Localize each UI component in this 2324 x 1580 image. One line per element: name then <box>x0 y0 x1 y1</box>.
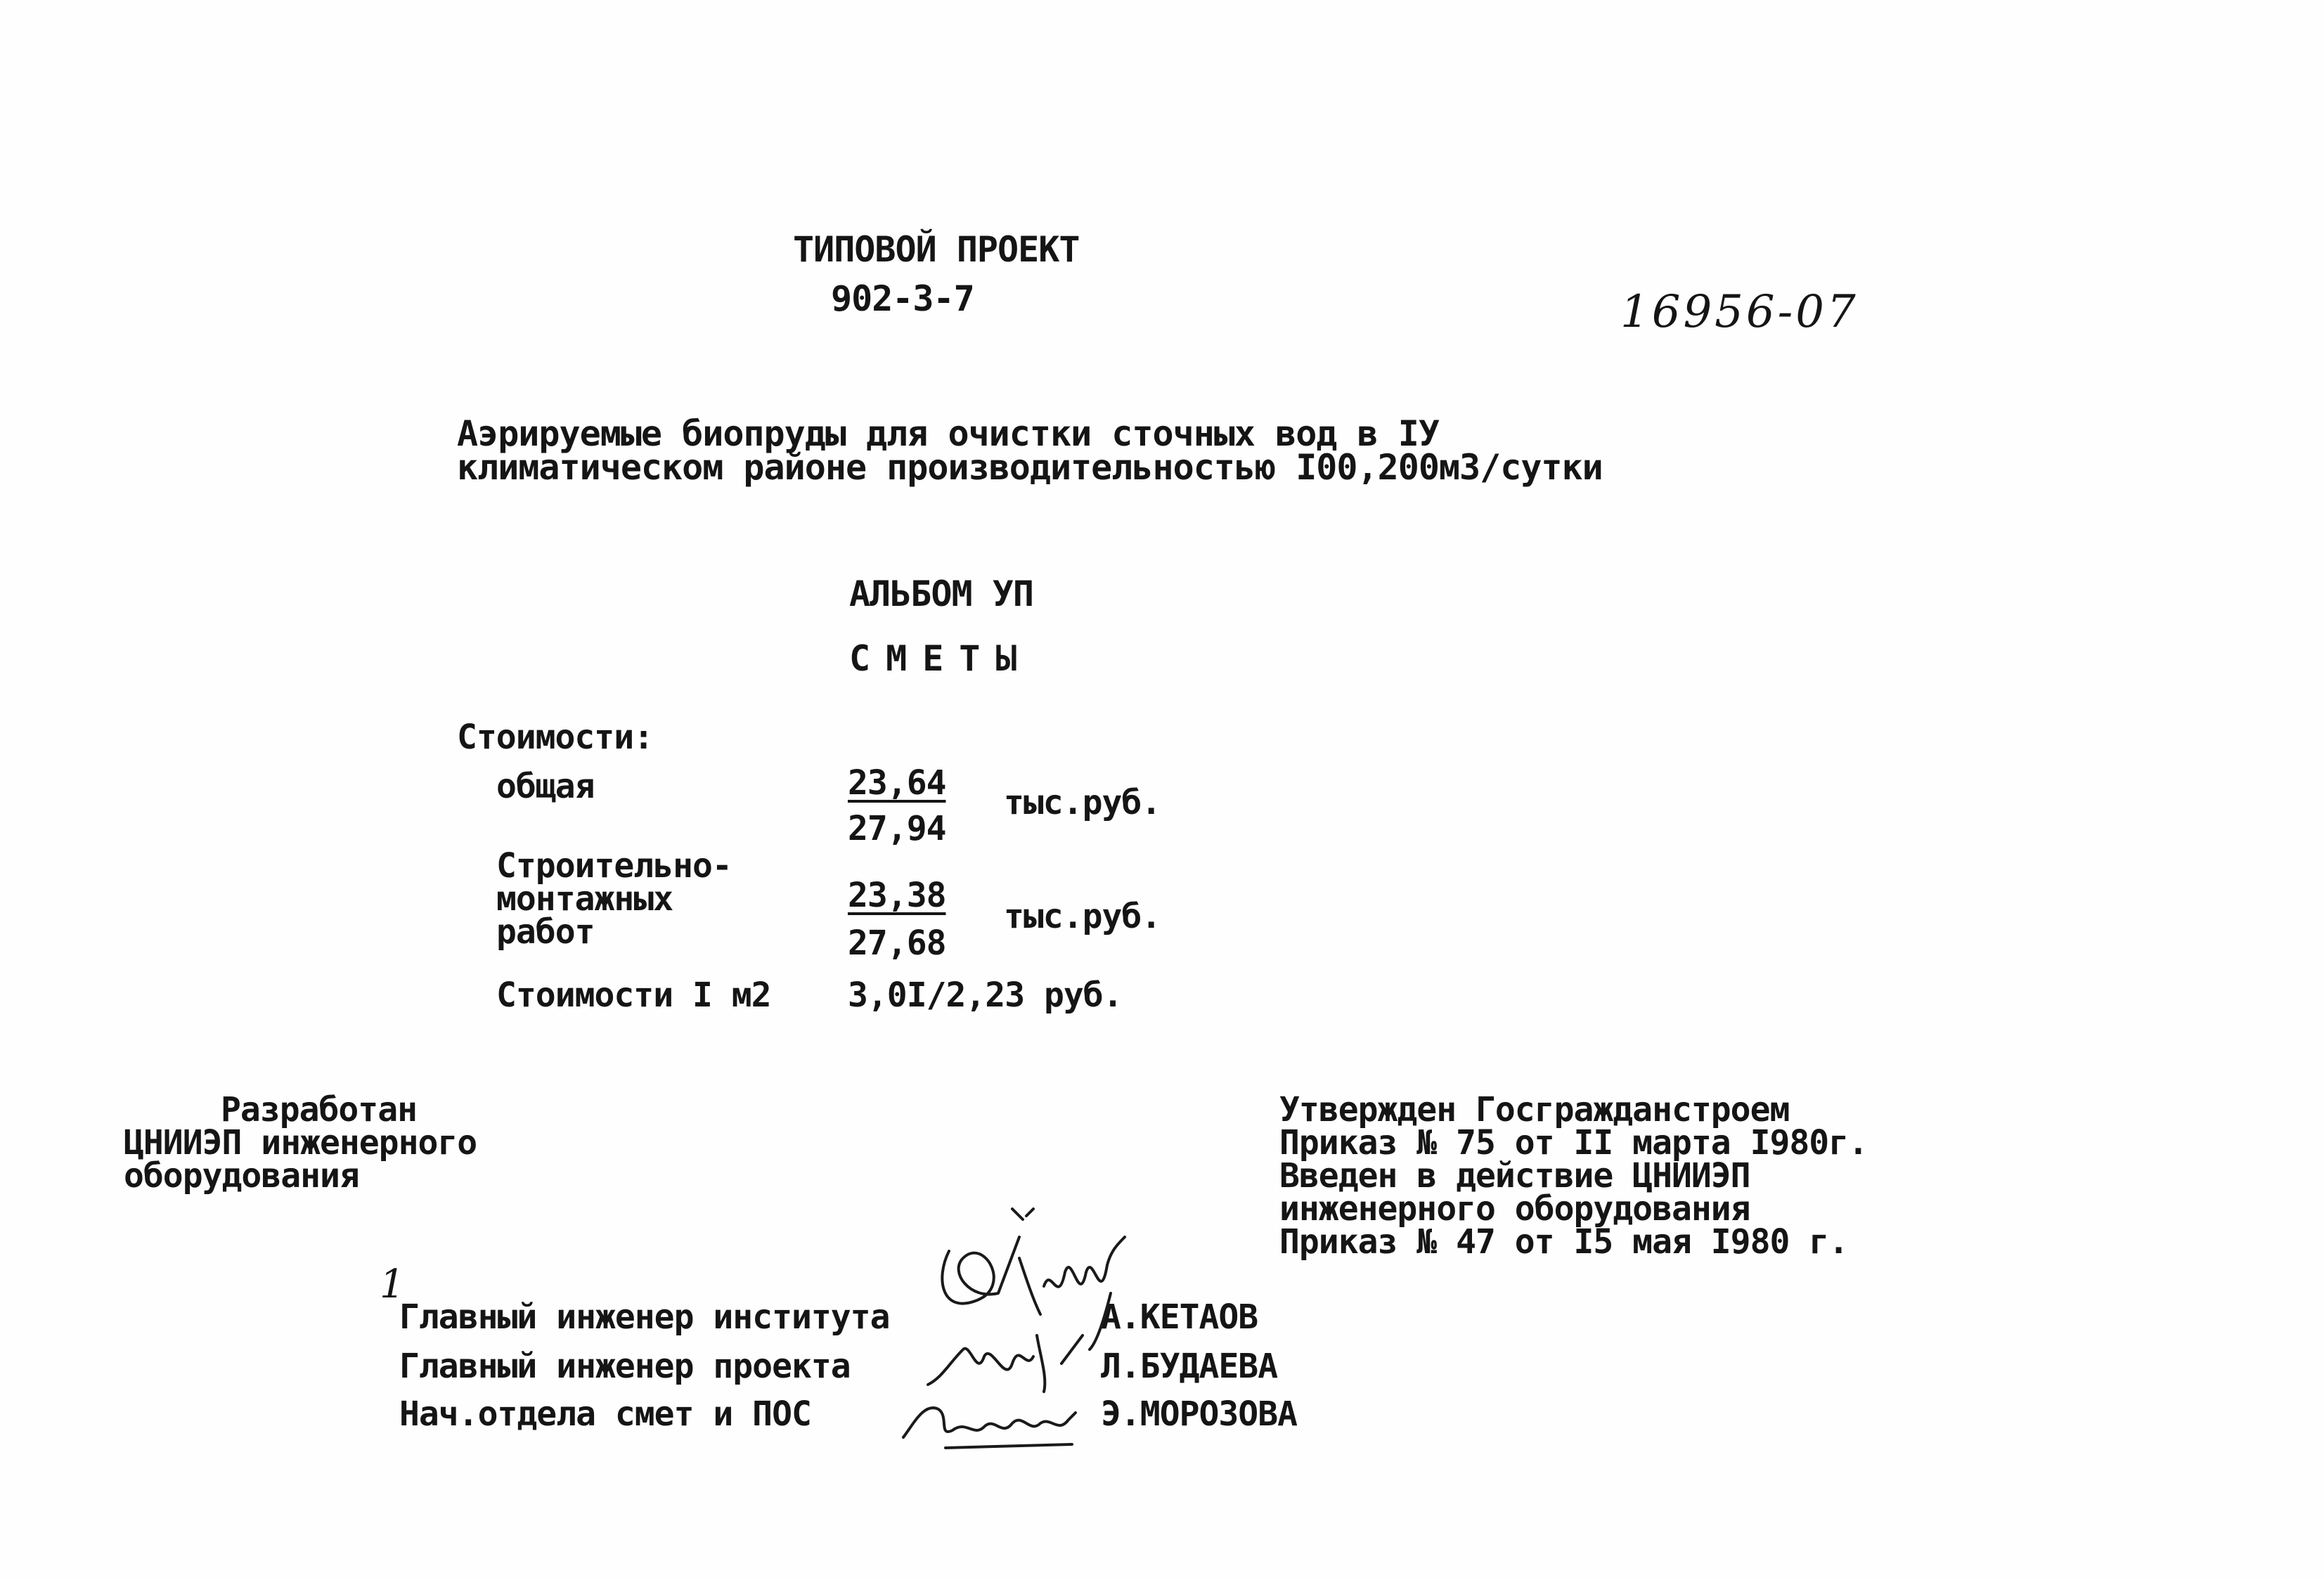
construction-cost-label-3: работ <box>496 912 595 952</box>
total-cost-value-bottom: 27,94 <box>848 809 946 848</box>
title-line-1: Аэрируемые биопруды для очистки сточных вод в IУ <box>457 413 1439 454</box>
total-cost-label: общая <box>496 767 595 806</box>
approval-line-3: Введен в действие ЦНИИЭП <box>1279 1156 1750 1196</box>
per-m2-cost-label: Стоимости I м2 <box>496 976 771 1015</box>
signatory-1-name: А.КЕТАОВ <box>1101 1297 1258 1337</box>
costs-heading: Стоимости: <box>457 718 653 757</box>
signatory-3-name: Э.МОРОЗОВА <box>1101 1394 1297 1434</box>
album-label: АЛЬБОМ УП <box>849 574 1033 614</box>
approval-line-5: Приказ № 47 от I5 мая I980 г. <box>1279 1222 1849 1262</box>
approval-line-4: инженерного оборудования <box>1279 1189 1750 1229</box>
approval-line-1: Утвержден Госгражданстроем <box>1279 1090 1790 1129</box>
construction-cost-value-top: 23,38 <box>848 876 946 915</box>
total-cost-value-top: 23,64 <box>848 763 946 803</box>
signatory-2-name: Л.БУДАЕВА <box>1101 1347 1278 1386</box>
developer-line-1: Разработан <box>221 1090 417 1129</box>
construction-cost-label-1: Строительно- <box>496 846 732 886</box>
title-line-2: климатическом районе производительностью I00,200м3/сутки <box>457 447 1603 488</box>
project-number: 902-3-7 <box>831 278 974 319</box>
developer-line-2: ЦНИИЭП инженерного <box>124 1123 477 1163</box>
developer-line-3: оборудования <box>124 1156 359 1196</box>
inventory-number: 16956-07 <box>1620 286 1859 338</box>
construction-cost-value-bottom: 27,68 <box>848 924 946 963</box>
margin-mark: 1 <box>380 1262 408 1307</box>
approval-line-2: Приказ № 75 от II марта I980г. <box>1279 1123 1868 1163</box>
project-type: ТИПОВОЙ ПРОЕКТ <box>793 229 1080 270</box>
signature-3-graphic <box>896 1381 1086 1458</box>
per-m2-cost-value: 3,0I/2,23 руб. <box>848 976 1123 1015</box>
signatory-3-position: Нач.отдела смет и ПОС <box>399 1394 811 1434</box>
construction-cost-label-2: монтажных <box>496 879 673 919</box>
album-section: СМЕТЫ <box>849 638 1033 679</box>
construction-cost-unit: тыс.руб. <box>1004 897 1161 936</box>
signatory-2-position: Главный инженер проекта <box>399 1347 851 1386</box>
signatory-1-position: Главный инженер института <box>399 1297 890 1337</box>
total-cost-unit: тыс.руб. <box>1004 783 1161 822</box>
